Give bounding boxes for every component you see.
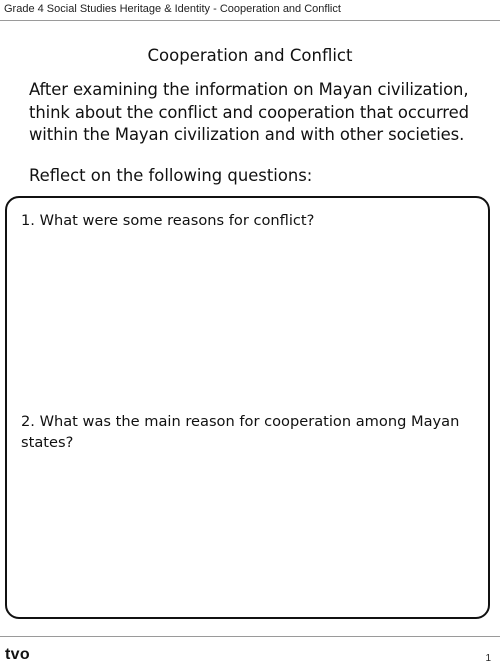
page-number: 1 xyxy=(485,653,491,664)
answer-box[interactable] xyxy=(5,196,490,619)
worksheet-title: Cooperation and Conflict xyxy=(147,46,353,65)
footer-divider xyxy=(0,636,500,637)
question-1: 1. What were some reasons for conflict? xyxy=(21,212,315,229)
tvo-logo: tvo xyxy=(5,646,30,663)
header-text: Grade 4 Social Studies Heritage & Identity - Cooperation and Conflict xyxy=(4,3,341,15)
intro-paragraph: After examining the information on Mayan civilization, think about the conflict and cooperation that occurred within the Mayan civilization and with other societies. xyxy=(29,80,469,144)
reflect-prompt: Reflect on the following questions: xyxy=(29,166,313,185)
question-2: 2. What was the main reason for cooperation among Mayan states? xyxy=(21,413,460,451)
page-header xyxy=(0,0,500,21)
